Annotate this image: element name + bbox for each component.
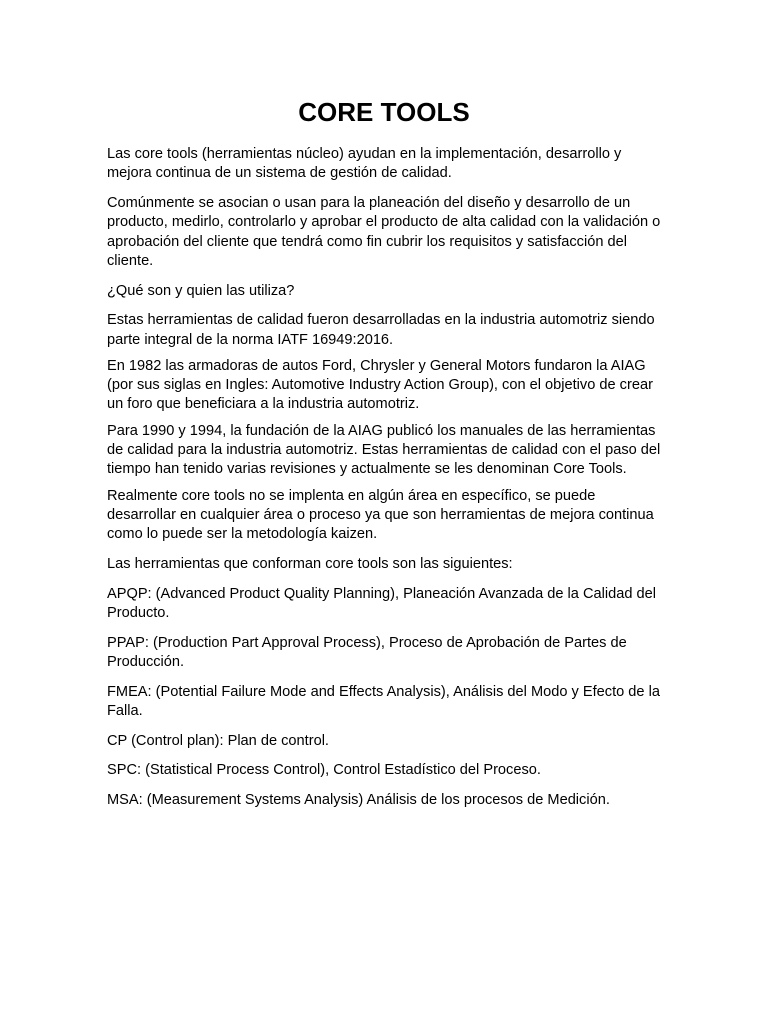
tool-msa: MSA: (Measurement Systems Analysis) Análisis de los procesos de Medición. bbox=[107, 791, 610, 808]
paragraph-origin: Estas herramientas de calidad fueron desarrolladas en la industria automotriz siendo parte integral de la norma IATF 16949:2016. bbox=[107, 312, 655, 348]
document-title: CORE TOOLS bbox=[298, 97, 470, 127]
paragraph-aiag-founding: En 1982 las armadoras de autos Ford, Chrysler y General Motors fundaron la AIAG (por sus siglas en Ingles: Automotive Industry Action Group), con el objetivo de crear un foro que beneficiara a la industria automotriz. bbox=[107, 357, 653, 413]
tool-cp: CP (Control plan): Plan de control. bbox=[107, 732, 329, 749]
paragraph-usage: Comúnmente se asocian o usan para la planeación del diseño y desarrollo de un producto, medirlo, controlarlo y aprobar el producto de alta calidad con la validación o aprobación del cliente que tendrá como fin cubrir los requisitos y satisfacción del cliente. bbox=[107, 194, 661, 269]
tool-ppap: PPAP: (Production Part Approval Process), Proceso de Aprobación de Partes de Producción. bbox=[107, 634, 627, 670]
paragraph-manuals: Para 1990 y 1994, la fundación de la AIAG publicó los manuales de las herramientas de calidad para la industria automotriz. Estas herramientas de calidad con el paso del tiempo han tenido varias revisiones y actualmente se les denominan Core Tools. bbox=[107, 422, 661, 478]
tool-fmea: FMEA: (Potential Failure Mode and Effects Analysis), Análisis del Modo y Efecto de la Falla. bbox=[107, 683, 660, 719]
document-body bbox=[107, 145, 667, 810]
paragraph-list-intro: Las herramientas que conforman core tools son las siguientes: bbox=[107, 555, 513, 572]
paragraph-intro: Las core tools (herramientas núcleo) ayudan en la implementación, desarrollo y mejora continua de un sistema de gestión de calidad. bbox=[107, 146, 622, 182]
tool-apqp: APQP: (Advanced Product Quality Planning), Planeación Avanzada de la Calidad del Producto. bbox=[107, 585, 656, 621]
paragraph-question: ¿Qué son y quien las utiliza? bbox=[107, 282, 295, 299]
paragraph-application: Realmente core tools no se implenta en algún área en específico, se puede desarrollar en cualquier área o proceso ya que son herramientas de mejora continua como lo puede ser la metodología kaizen. bbox=[107, 487, 654, 543]
tool-spc: SPC: (Statistical Process Control), Control Estadístico del Proceso. bbox=[107, 762, 541, 779]
